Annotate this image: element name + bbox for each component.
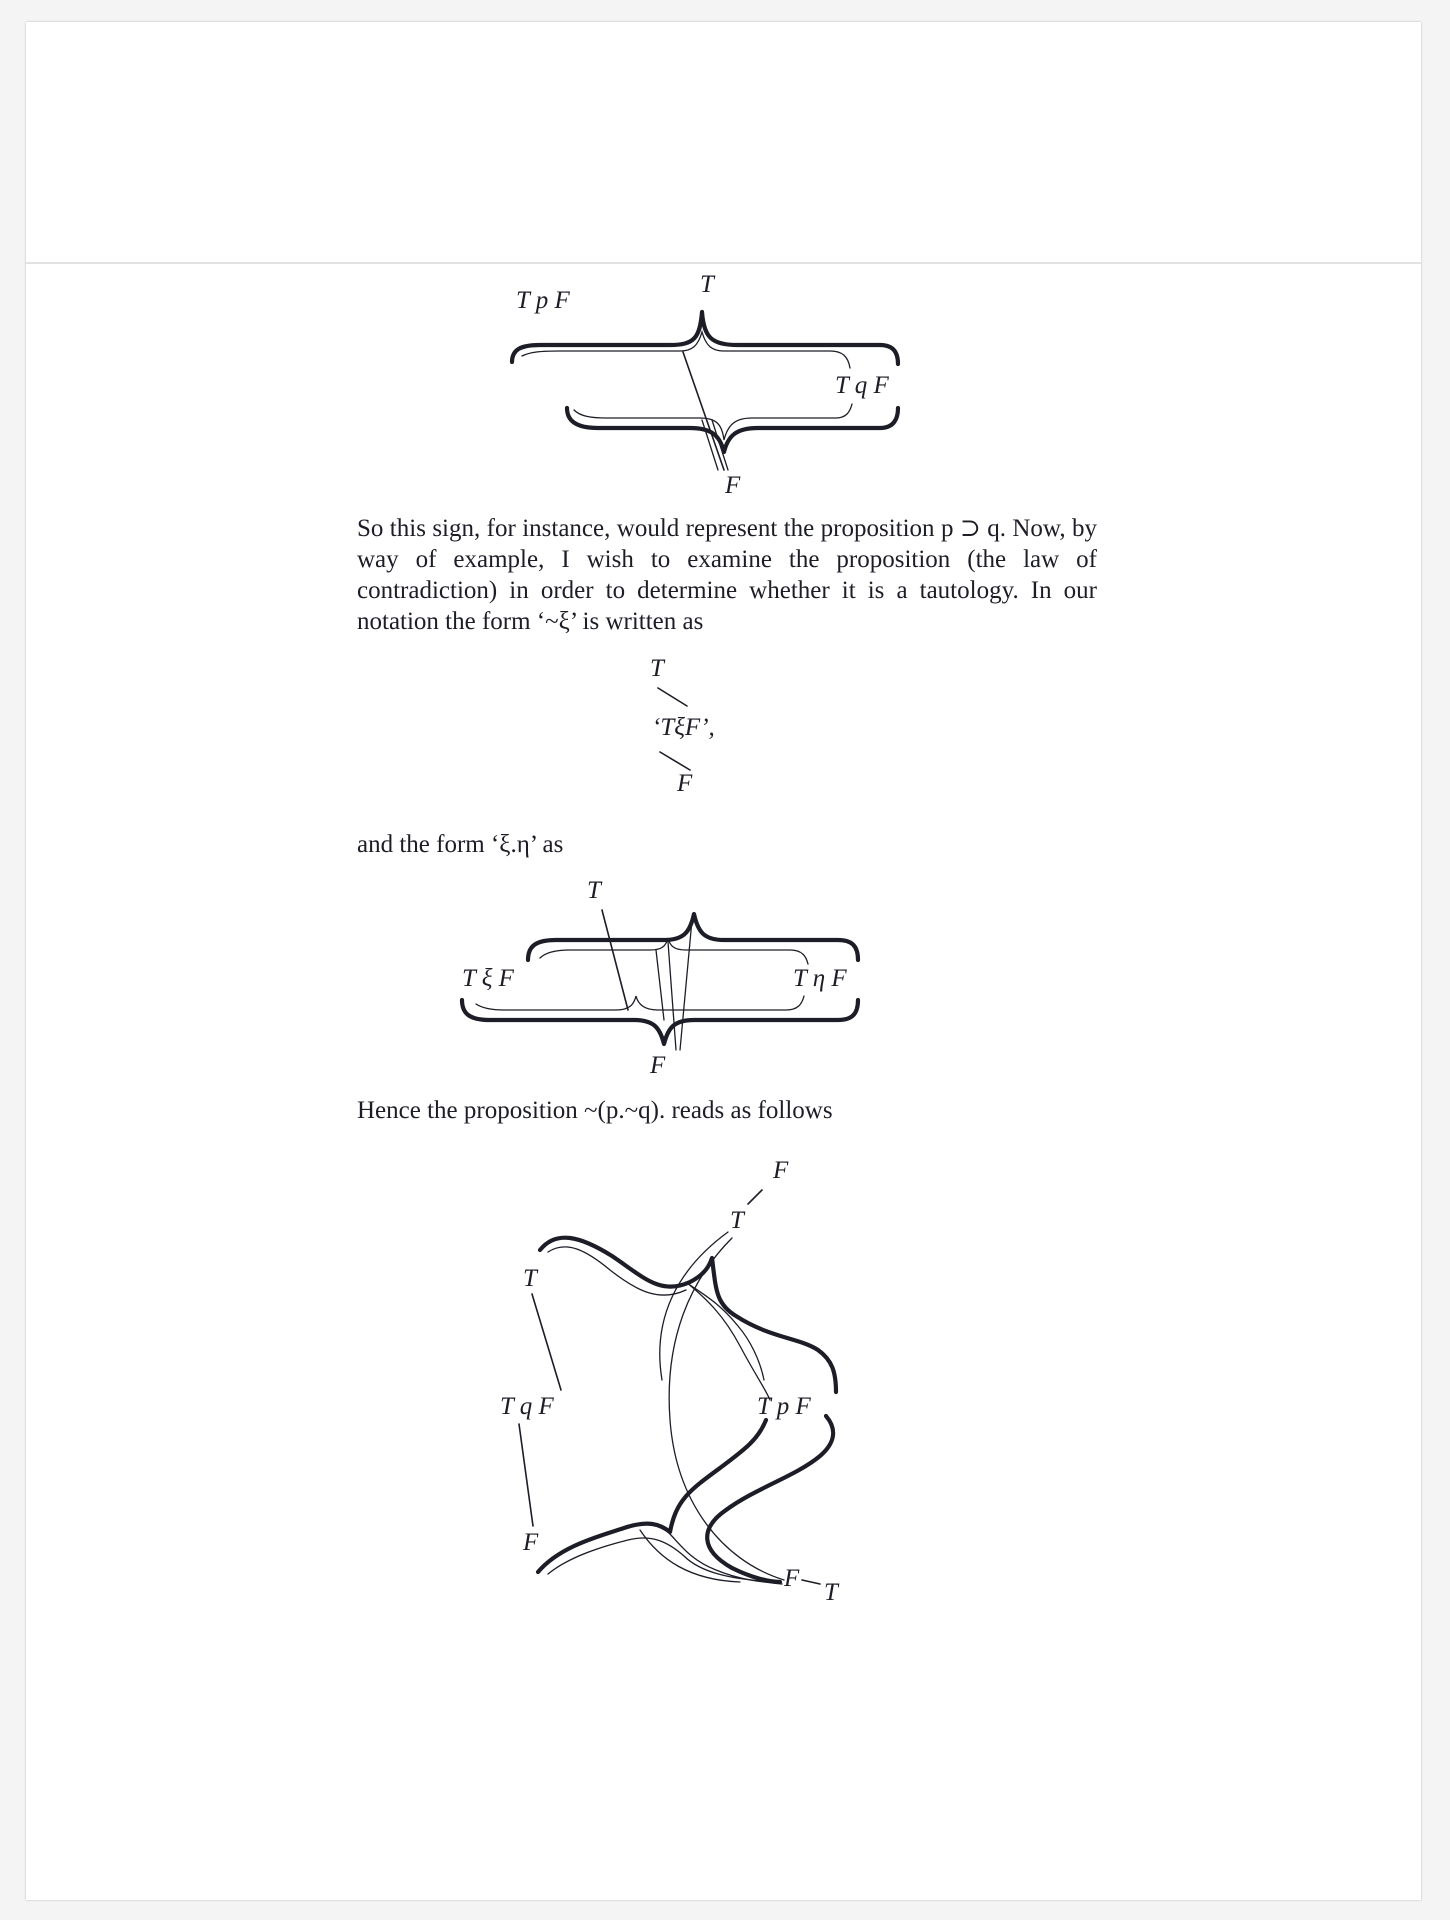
paragraph-conjunction-intro: and the form ‘ξ.η’ as xyxy=(357,831,564,858)
paragraph-implication: So this sign, for instance, would represent the proposition p ⊃ q. Now, by way of example, I wish to examine the proposition (the law of contradiction) in order to determine whether it is a tautology. In our notation the form ‘~ξ’ is written as xyxy=(357,515,1097,635)
implication-top-label: T xyxy=(700,271,714,298)
implication-diagram xyxy=(512,271,898,499)
contradiction-bottom-t: T xyxy=(824,1579,838,1606)
implication-link-1 xyxy=(683,352,724,470)
negation-line-top xyxy=(658,688,687,706)
implication-outer-bracket xyxy=(512,312,898,364)
implication-pole-p: T p F xyxy=(516,287,570,314)
implication-lower-bracket xyxy=(567,408,898,452)
conjunction-upper-bracket xyxy=(528,914,858,960)
contradiction-bottom-f: F xyxy=(784,1565,800,1592)
contradiction-bottom-stub xyxy=(802,1580,820,1584)
contradiction-upper-strand-3 xyxy=(690,1285,764,1380)
contradiction-top-t: T xyxy=(730,1207,744,1234)
conjunction-pole-eta: T η F xyxy=(793,965,847,992)
implication-pole-q: T q F xyxy=(835,372,889,399)
contradiction-top-stub xyxy=(748,1190,762,1204)
contradiction-right-curl xyxy=(707,1416,833,1582)
negation-diagram xyxy=(650,655,715,797)
paragraph-contradiction-intro: Hence the proposition ~(p.~q). reads as follows xyxy=(357,1097,833,1124)
conjunction-bottom-label: F xyxy=(650,1052,666,1079)
contradiction-left-f: F xyxy=(523,1529,539,1556)
contradiction-upper-outline xyxy=(540,1238,836,1392)
contradiction-left-line-bottom xyxy=(519,1424,533,1526)
conjunction-top-label: T xyxy=(587,877,601,904)
conjunction-lower-bracket-inner xyxy=(476,996,804,1010)
contradiction-top-f: F xyxy=(773,1157,789,1184)
contradiction-pole-p: T p F xyxy=(757,1393,811,1420)
conjunction-link-3 xyxy=(680,920,692,1050)
negation-middle-label: ‘TξF’, xyxy=(652,714,715,741)
negation-bottom-label: F xyxy=(677,770,693,797)
contradiction-lower-strand-3 xyxy=(640,1530,740,1582)
contradiction-left-line-top xyxy=(532,1294,561,1390)
negation-line-bottom xyxy=(660,752,690,770)
conjunction-link-1 xyxy=(602,910,628,1010)
conjunction-diagram xyxy=(462,877,858,1079)
contradiction-upper-strand-2 xyxy=(686,1282,770,1400)
contradiction-diagram xyxy=(500,1157,840,1606)
contradiction-lower-outline xyxy=(538,1420,766,1572)
contradiction-pole-q: T q F xyxy=(500,1393,554,1420)
conjunction-pole-xi: T ξ F xyxy=(462,965,514,992)
negation-top-label: T xyxy=(650,655,664,682)
implication-bottom-label: F xyxy=(725,472,741,499)
contradiction-left-t: T xyxy=(523,1265,537,1292)
